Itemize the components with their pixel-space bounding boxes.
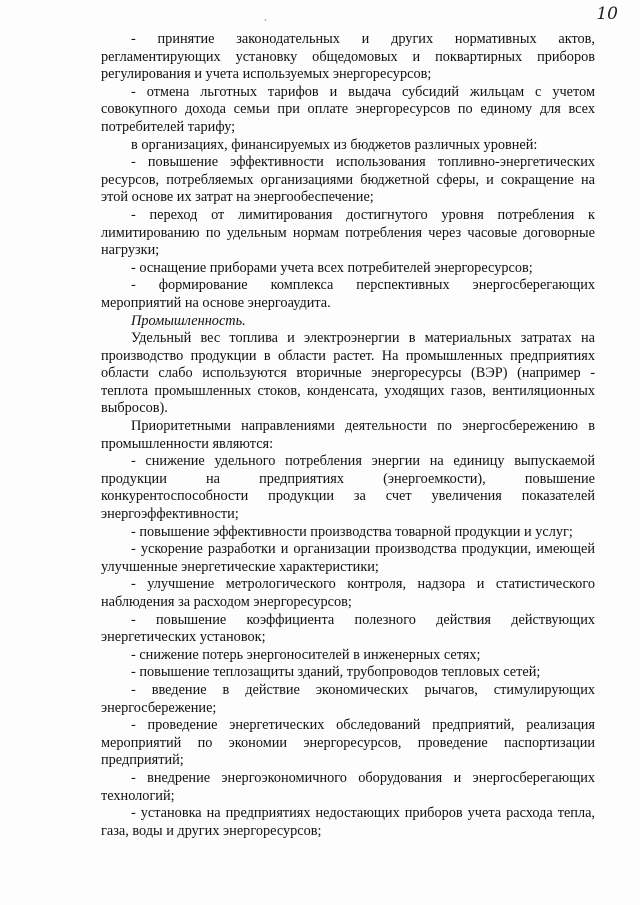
paragraph: - повышение эффективности производства товарной продукции и услуг; <box>131 523 573 540</box>
paragraph: - повышение коэффициента полезного действия действующих энергетических установок; <box>101 611 595 646</box>
paragraph: - отмена льготных тарифов и выдача субсидий жильцам с учетом совокупного дохода семьи при оплате энергоресурсов по единому для всех потребителей тарифу; <box>101 83 595 135</box>
paragraph: в организациях, финансируемых из бюджетов различных уровней: <box>131 136 538 153</box>
paragraph: - повышение теплозащиты зданий, трубопроводов тепловых сетей; <box>131 664 541 681</box>
paragraph: - ускорение разработки и организации производства продукции, имеющей улучшенные энергетические характеристики; <box>101 541 595 575</box>
paragraph: - внедрение энергоэкономичного оборудования и энергосберегающих технологий; <box>101 769 595 804</box>
document-body <box>101 31 595 840</box>
paragraph: Приоритетными направлениями деятельности по энергосбережению в промышленности являются: <box>101 418 595 452</box>
paragraph: - снижение потерь энергоносителей в инженерных сетях; <box>131 646 481 663</box>
paragraph: - повышение эффективности использования топливно-энергетических ресурсов, потребляемых организациями бюджетной сферы, и сокращение на этой основе их затрат на энергообеспечение; <box>101 154 595 206</box>
scan-speck: • <box>264 16 267 25</box>
section-heading: Промышленность. <box>131 312 246 329</box>
paragraph: Удельный вес топлива и электроэнергии в материальных затратах на производство продукции в области растет. На промышленных предприятиях области слабо используются вторичные энергоресурсы (ВЭР) (например - теплота промышленных стоков, конденсата, уходящих газов, вентиляционных выбросов). <box>101 330 595 417</box>
paragraph: - оснащение приборами учета всех потребителей энергоресурсов; <box>131 259 533 276</box>
paragraph: - проведение энергетических обследований предприятий, реализация мероприятий по экономии энергоресурсов, проведение паспортизации предприятий; <box>101 717 595 769</box>
paragraph: - принятие законодательных и других нормативных актов, регламентирующих установку общедомовых и поквартирных приборов регулирования и учета используемых энергоресурсов; <box>101 31 595 83</box>
page-number: 10 <box>596 4 618 24</box>
paragraph: - установка на предприятиях недостающих приборов учета расхода тепла, газа, воды и других энергоресурсов; <box>101 805 595 839</box>
paragraph: - улучшение метрологического контроля, надзора и статистического наблюдения за расходом энергоресурсов; <box>101 576 595 610</box>
paragraph: - снижение удельного потребления энергии на единицу выпускаемой продукции на предприятиях (энергоемкости), повышение конкурентоспособности продукции за счет увеличения показателей энергоэффективности; <box>101 453 595 523</box>
paragraph: - формирование комплекса перспективных энергосберегающих мероприятий на основе энергоаудита. <box>101 277 595 311</box>
paragraph: - переход от лимитирования достигнутого уровня потребления к лимитированию по удельным нормам потребления через часовые договорные нагрузки; <box>101 206 595 259</box>
paragraph: - введение в действие экономических рычагов, стимулирующих энергосбережение; <box>101 681 595 716</box>
